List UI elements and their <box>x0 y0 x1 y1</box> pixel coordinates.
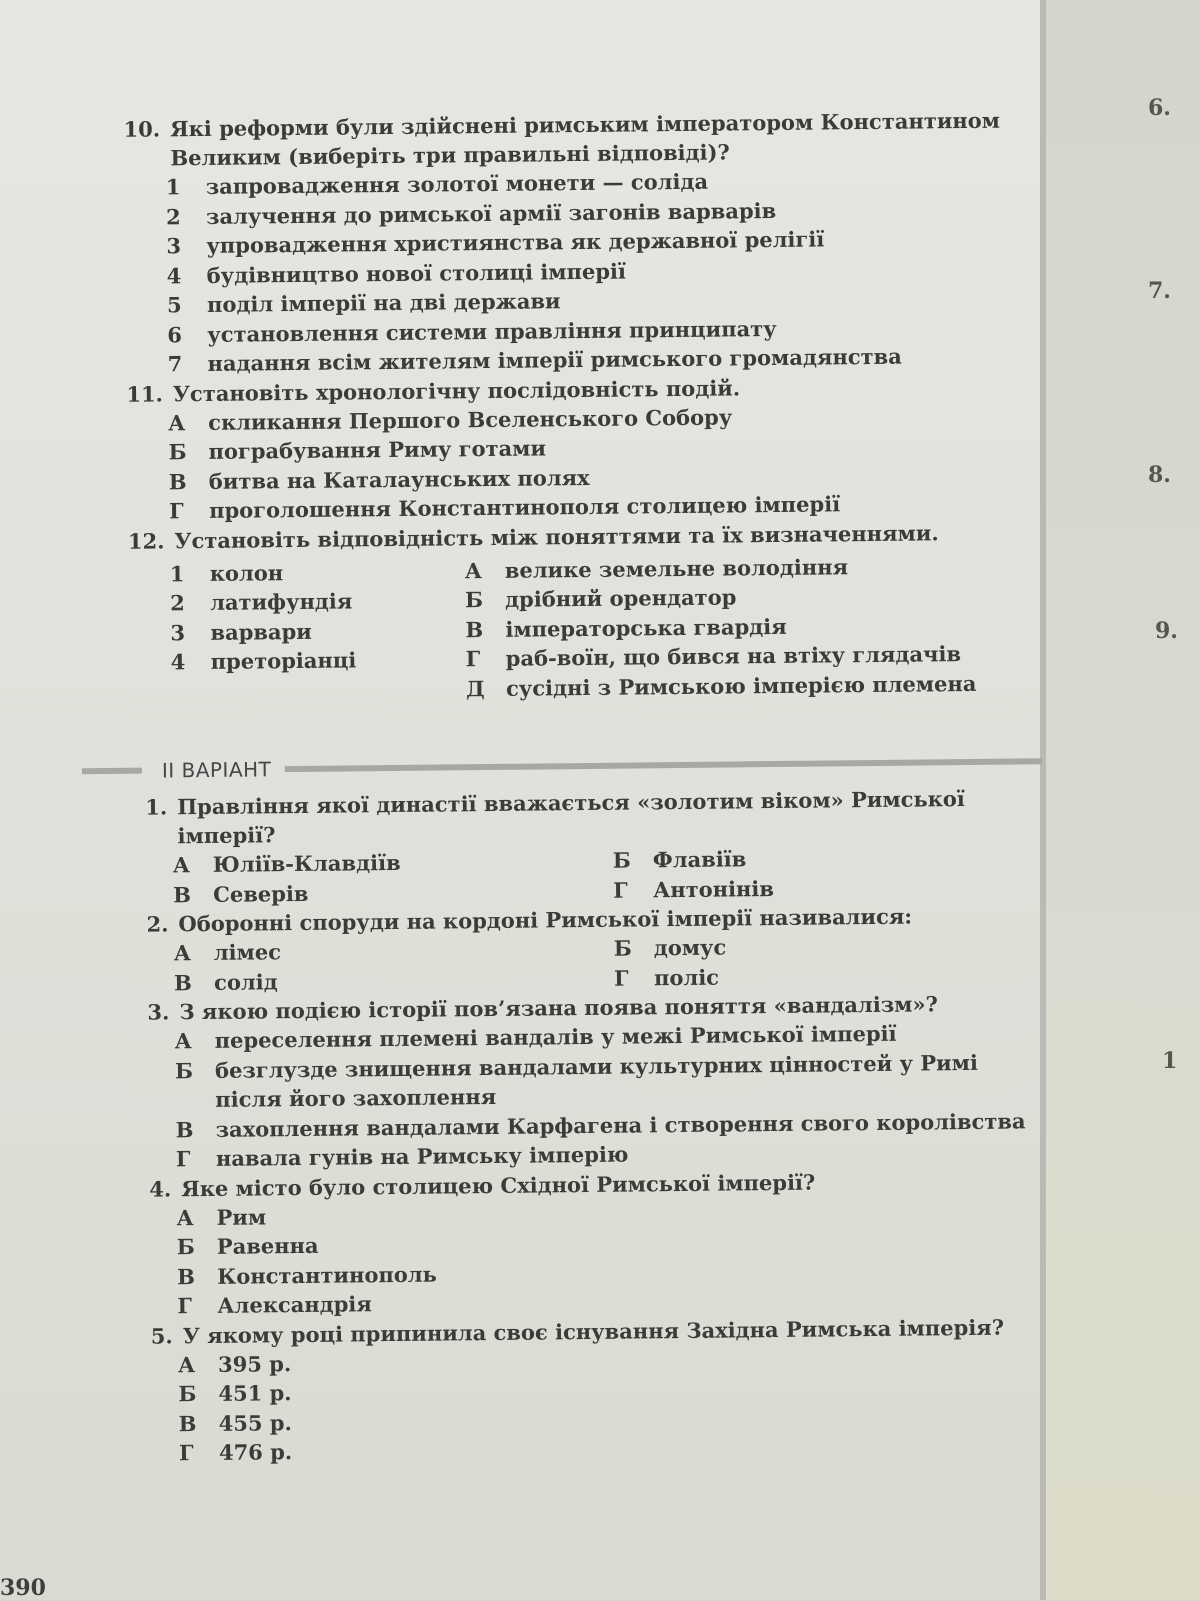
option-label: Г <box>613 965 629 991</box>
option-text: пограбування Риму готами <box>208 435 547 464</box>
question-number: 2. <box>146 911 169 937</box>
option-text: Флавіїв <box>652 846 747 873</box>
option-label: В <box>178 1410 197 1436</box>
side-number: 9. <box>1155 618 1178 644</box>
option-label: Д <box>465 675 485 701</box>
option-text: імператорська гвардія <box>505 613 787 642</box>
option-text: 455 р. <box>218 1409 292 1436</box>
option-label: Б <box>613 935 632 961</box>
answer-option <box>614 959 1044 993</box>
option-text: раб-воїн, що бився на втіху глядачів <box>505 641 962 671</box>
term-spacer <box>171 674 466 707</box>
question-text: Які реформи були здійснені римським імператором Константином Великим (виберіть три правильні відповіді)? <box>170 107 1001 171</box>
options-grid <box>174 929 1045 997</box>
answer-option <box>175 1047 1046 1115</box>
option-label: 3 <box>170 619 186 645</box>
option-label: Б <box>174 1057 194 1083</box>
option-label: В <box>168 468 187 494</box>
option-label: 7 <box>167 351 183 377</box>
answer-option <box>173 875 613 909</box>
option-text: варвари <box>210 618 312 645</box>
option-text: поліс <box>653 964 720 990</box>
option-label: 6 <box>167 321 183 347</box>
option-text: 451 р. <box>218 1380 292 1406</box>
question-number: 12. <box>127 527 165 554</box>
option-label: В <box>173 881 192 907</box>
definition-item <box>466 668 1041 704</box>
option-label: 1 <box>165 174 181 200</box>
question-text: З якою подією історії пов’язана поява поняття «вандалізм»? <box>179 991 938 1025</box>
option-text: Северів <box>213 880 309 907</box>
option-label: А <box>177 1351 196 1377</box>
option-label: В <box>465 616 484 642</box>
question-number: 10. <box>123 116 161 142</box>
option-label: Б <box>176 1234 195 1260</box>
term-item <box>170 585 465 618</box>
option-text: надання всім жителям імперії римського громадянства <box>207 343 902 376</box>
question-text: Правління якої династії вважається «золотим віком» Римської імперії? <box>177 786 965 849</box>
option-text: Антонінів <box>653 875 775 902</box>
question-number: 11. <box>126 380 164 407</box>
option-text: скликання Першого Вселенського Собору <box>208 403 733 435</box>
answer-option <box>174 934 614 968</box>
question-number: 4. <box>149 1175 172 1202</box>
option-text: поділ імперії на дві держави <box>206 288 561 317</box>
question-text: Оборонні споруди на кордоні Римської імперії називалися: <box>178 903 913 937</box>
option-label: Г <box>613 877 628 903</box>
variant-title: II ВАРІАНТ <box>161 757 272 783</box>
question-text: Установіть відповідність між поняттями та їх визначеннями. <box>174 519 939 553</box>
option-label: 5 <box>166 292 182 318</box>
option-label: В <box>175 1116 194 1142</box>
option-label: А <box>172 852 191 878</box>
side-number: 7. <box>1148 278 1171 304</box>
option-label: В <box>173 969 192 995</box>
variant-question-1 <box>112 783 1043 851</box>
option-label: 3 <box>166 233 182 259</box>
option-label: А <box>173 940 192 966</box>
option-label: 4 <box>166 262 182 288</box>
term-item <box>170 615 465 648</box>
question-text: Установіть хронологічну послідовність подій. <box>172 374 741 406</box>
option-label: А <box>464 557 483 583</box>
question-text: У якому році припинила своє існування Західна Римська імперія? <box>182 1314 1005 1348</box>
option-text: солід <box>213 968 278 995</box>
answer-option <box>613 841 1043 875</box>
option-text: залучення до римської армії загонів варварів <box>205 197 777 229</box>
heading-rule <box>82 768 142 775</box>
option-text: Рим <box>216 1203 267 1230</box>
option-label: Г <box>177 1293 193 1319</box>
option-text: Александрія <box>217 1291 372 1318</box>
question-number: 3. <box>147 999 170 1025</box>
option-label: Г <box>465 646 481 672</box>
side-number: 8. <box>1148 462 1171 488</box>
page-number: 390 <box>0 1575 46 1601</box>
option-label: А <box>168 409 186 435</box>
option-text: дрібний орендатор <box>504 584 737 612</box>
option-label: 2 <box>165 203 181 229</box>
adjacent-page <box>1046 0 1200 1600</box>
side-number: 6. <box>1148 95 1171 121</box>
answer-option <box>613 871 1043 905</box>
option-text: велике земельне володіння <box>504 553 849 583</box>
option-text: упровадження християнства як державної релігії <box>206 226 825 258</box>
question-number: 5. <box>150 1322 173 1349</box>
option-label: А <box>176 1204 194 1230</box>
option-text: 476 р. <box>218 1439 293 1465</box>
option-text: переселення племені вандалів у межі Римської імперії <box>214 1020 897 1053</box>
option-text: Константинополь <box>217 1261 437 1289</box>
term-item <box>170 556 465 589</box>
question-10 <box>105 105 1036 173</box>
option-text: Равенна <box>216 1232 319 1259</box>
option-label: 4 <box>170 649 186 675</box>
option-label: А <box>174 1028 192 1054</box>
question-number: 1. <box>145 794 168 820</box>
option-label: 1 <box>169 560 185 586</box>
option-label: Г <box>175 1146 191 1172</box>
option-label: Б <box>612 847 631 873</box>
option-label: В <box>177 1263 196 1289</box>
variant-heading <box>82 749 1042 783</box>
option-text: захоплення вандалами Карфагена і створення свого королівства <box>215 1107 1026 1142</box>
option-text: будівництво нової столиці імперії <box>206 258 627 288</box>
option-text: сусідні з Римською імперією племена <box>505 670 977 701</box>
option-text: безглузде знищення вандалами культурних цінностей у Римі після його захоплення <box>214 1049 978 1112</box>
option-label: Г <box>178 1440 194 1466</box>
option-text: домус <box>653 934 727 961</box>
matching-table <box>170 550 1041 707</box>
answer-option <box>174 963 614 997</box>
option-label: Б <box>178 1381 197 1407</box>
option-label: 2 <box>169 590 185 616</box>
answer-option <box>614 929 1044 963</box>
option-text: 395 р. <box>217 1350 292 1377</box>
option-text: колон <box>209 559 284 586</box>
option-text: запровадження золотої монети — соліда <box>205 168 709 199</box>
heading-rule <box>285 758 1042 772</box>
test-content <box>105 105 1049 1468</box>
term-item <box>171 644 466 677</box>
option-text: навала гунів на Римську імперію <box>215 1141 629 1171</box>
option-text: лімес <box>213 939 282 965</box>
side-number: 1 <box>1162 1048 1178 1074</box>
answer-option <box>173 846 613 880</box>
option-text: латифундія <box>209 588 353 615</box>
option-text: установлення системи правління принципату <box>207 315 777 347</box>
option-text: проголошення Константинополя столицею імперії <box>209 491 841 523</box>
option-label: Б <box>464 587 484 613</box>
options-grid <box>173 841 1044 909</box>
option-label: Б <box>168 439 187 465</box>
option-label: Г <box>169 498 184 524</box>
option-text: битва на Каталаунських полях <box>208 464 590 494</box>
option-text: Юліїв-Клавдіїв <box>212 849 401 877</box>
option-text: преторіанці <box>210 647 357 674</box>
question-text: Яке місто було столицею Східної Римської імперії? <box>181 1169 816 1201</box>
